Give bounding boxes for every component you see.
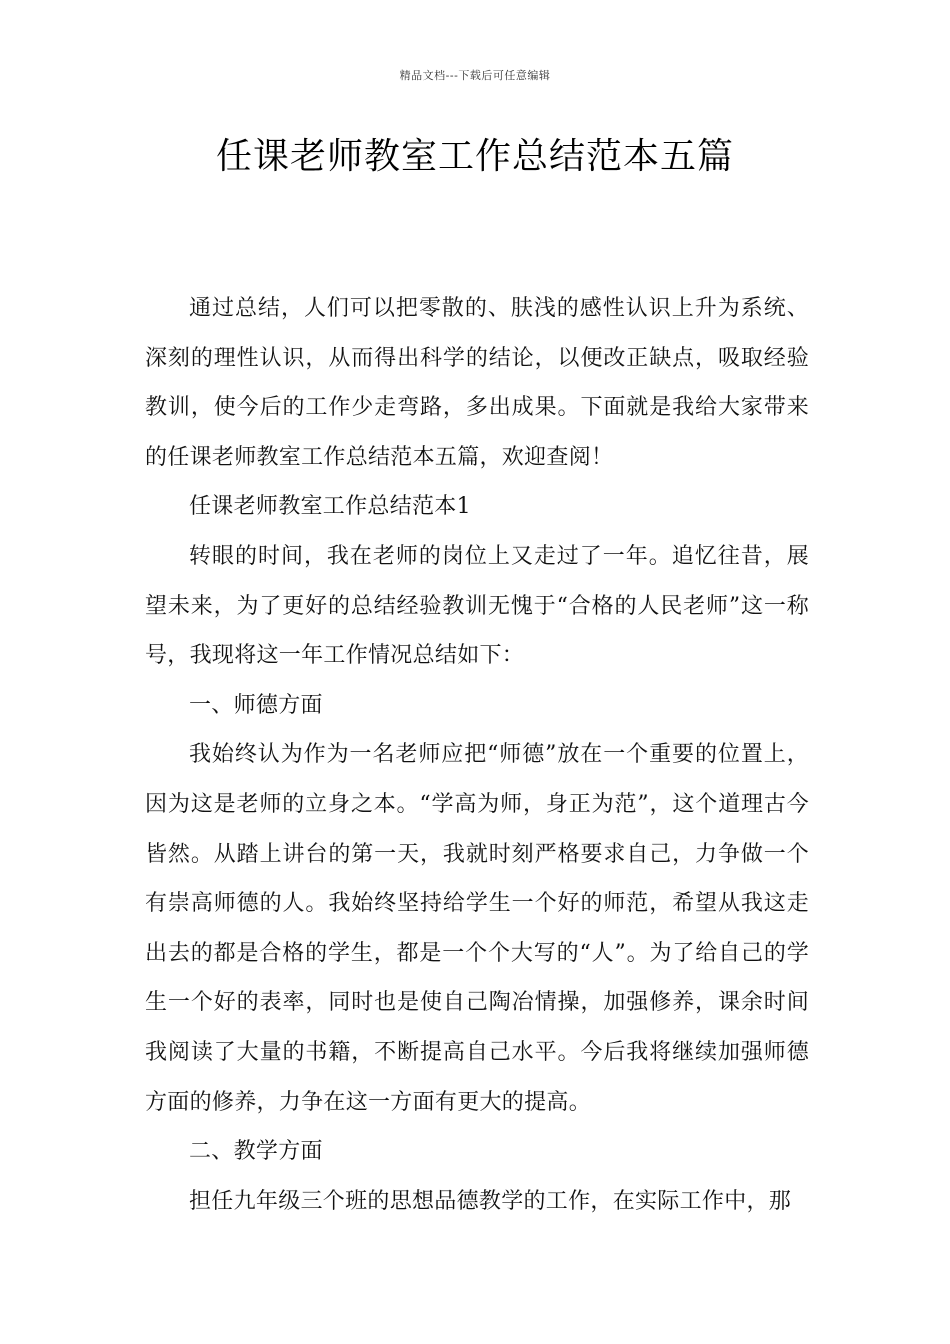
body-paragraph: 转眼的时间，我在老师的岗位上又走过了一年。追忆往昔，展望未来，为了更好的总结经验教训无愧于“合格的人民老师”这一称号，我现将这一年工作情况总结如下：	[145, 543, 809, 669]
document-title: 任课老师教室工作总结范本五篇	[215, 136, 734, 177]
section-heading-ethics: 一、师德方面	[189, 692, 323, 718]
header-note: 精品文档---下载后可任意编辑	[399, 69, 551, 82]
body-paragraph: 我始终认为作为一名老师应把“师德”放在一个重要的位置上，因为这是老师的立身之本。“学高为师，身正为范”，这个道理古今皆然。从踏上讲台的第一天，我就时刻严格要求自己，力争做一个有崇高师德的人。我始终坚持给学生一个好的师范，希望从我这走出去的都是合格的学生，都是一个个大写的“人”。为了给自己的学生一个好的表率，同时也是使自己陶冶情操，加强修养，课余时间我阅读了大量的书籍，不断提高自己水平。今后我将继续加强师德方面的修养，力争在这一方面有更大的提高。	[145, 742, 809, 1115]
section-heading-teaching: 二、教学方面	[189, 1139, 323, 1165]
intro-paragraph: 通过总结，人们可以把零散的、肤浅的感性认识上升为系统、深刻的理性认识，从而得出科学的结论，以便改正缺点，吸取经验教训，使今后的工作少走弯路，多出成果。下面就是我给大家带来的任课老师教室工作总结范本五篇，欢迎查阅！	[145, 296, 809, 470]
section-heading-sample-1: 任课老师教室工作总结范本1	[189, 494, 471, 520]
body-paragraph: 担任九年级三个班的思想品德教学的工作，在实际工作中，那	[189, 1188, 792, 1214]
document-body	[145, 284, 809, 1226]
